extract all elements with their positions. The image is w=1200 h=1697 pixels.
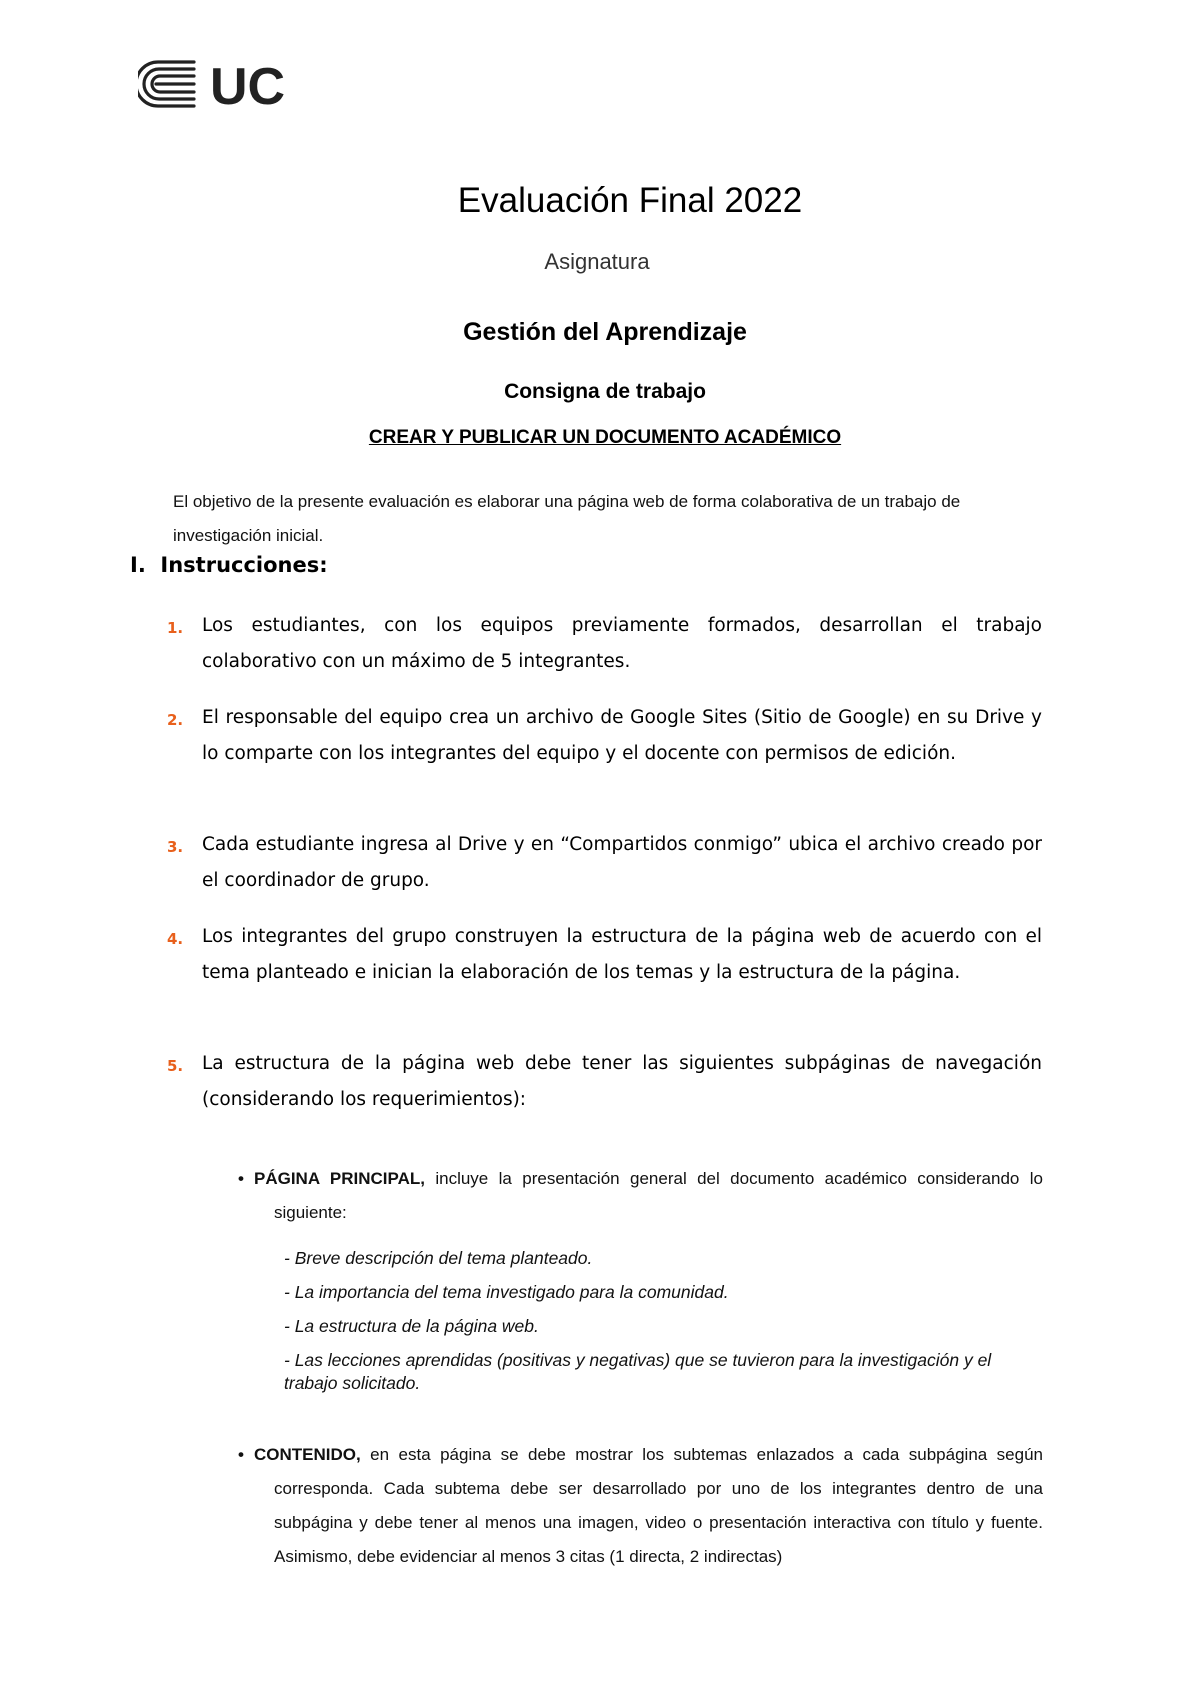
sub-list-item: - La estructura de la página web. [284, 1316, 539, 1336]
page-title: Evaluación Final 2022 [457, 181, 803, 220]
uc-logo [138, 58, 300, 110]
item-number: 4. [167, 930, 184, 948]
item-number: 2. [167, 711, 184, 729]
item-number: 5. [167, 1057, 184, 1075]
uc-logo-mark-icon [138, 58, 300, 110]
item-text: La estructura de la página web debe tener las siguientes subpáginas de navegación (considerando los requerimientos): [202, 1053, 1042, 1110]
list-item [167, 1046, 1042, 1117]
section-numeral: I. [130, 553, 146, 577]
bullet-item-main-page [238, 1162, 1043, 1230]
list-item [167, 827, 1042, 898]
course-name: Gestión del Aprendizaje [463, 318, 747, 346]
sub-list-item: - La importancia del tema investigado para la comunidad. [284, 1282, 729, 1302]
consigna-heading: Consigna de trabajo [504, 380, 706, 403]
objective-paragraph: El objetivo de la presente evaluación es elaborar una página web de forma colaborativa de un trabajo de investigación inicial. [173, 492, 961, 545]
list-item [167, 919, 1042, 990]
subject-label: Asignatura [544, 249, 650, 274]
item-text: El responsable del equipo crea un archivo de Google Sites (Sitio de Google) en su Drive y lo comparte con los integrantes del equipo y el docente con permisos de edición. [202, 707, 1042, 764]
list-item [167, 608, 1042, 679]
item-number: 3. [167, 838, 184, 856]
bullet-item-content-page [238, 1438, 1043, 1574]
item-text: Cada estudiante ingresa al Drive y en “Compartidos conmigo” ubica el archivo creado por el coordinador de grupo. [202, 834, 1042, 891]
bullet-text: incluye la presentación general del documento académico considerando lo siguiente: [274, 1169, 1043, 1222]
item-text: Los integrantes del grupo construyen la estructura de la página web de acuerdo con el tema planteado e inician la elaboración de los temas y la estructura de la página. [202, 926, 1042, 983]
list-item [167, 700, 1042, 771]
sub-list-item: - Breve descripción del tema planteado. [284, 1248, 593, 1268]
item-number: 1. [167, 619, 184, 637]
section-title: Instrucciones: [160, 553, 328, 577]
bullet-heading: CONTENIDO, [254, 1445, 361, 1464]
bullet-text: en esta página se debe mostrar los subtemas enlazados a cada subpágina según corresponda. Cada subtema debe ser desarrollado por uno de los integrantes dentro de una subpágina y debe tener al menos una imagen, video o presentación interactiva con título y fuente. Asimismo, debe evidenciar al menos 3 citas (1 directa, 2 indirectas) [274, 1445, 1043, 1566]
bullet-dot: • [238, 1169, 244, 1188]
sub-list-item: - Las lecciones aprendidas (positivas y negativas) que se tuvieron para la investigación y el trabajo solicitado. [284, 1350, 992, 1393]
svg-text:UC: UC [210, 58, 286, 110]
bullet-dot: • [238, 1445, 244, 1464]
task-heading: CREAR Y PUBLICAR UN DOCUMENTO ACADÉMICO [368, 427, 842, 448]
bullet-heading: PÁGINA PRINCIPAL, [254, 1169, 425, 1188]
item-text: Los estudiantes, con los equipos previamente formados, desarrollan el trabajo colaborativo con un máximo de 5 integrantes. [202, 615, 1042, 672]
section-heading [130, 553, 328, 577]
